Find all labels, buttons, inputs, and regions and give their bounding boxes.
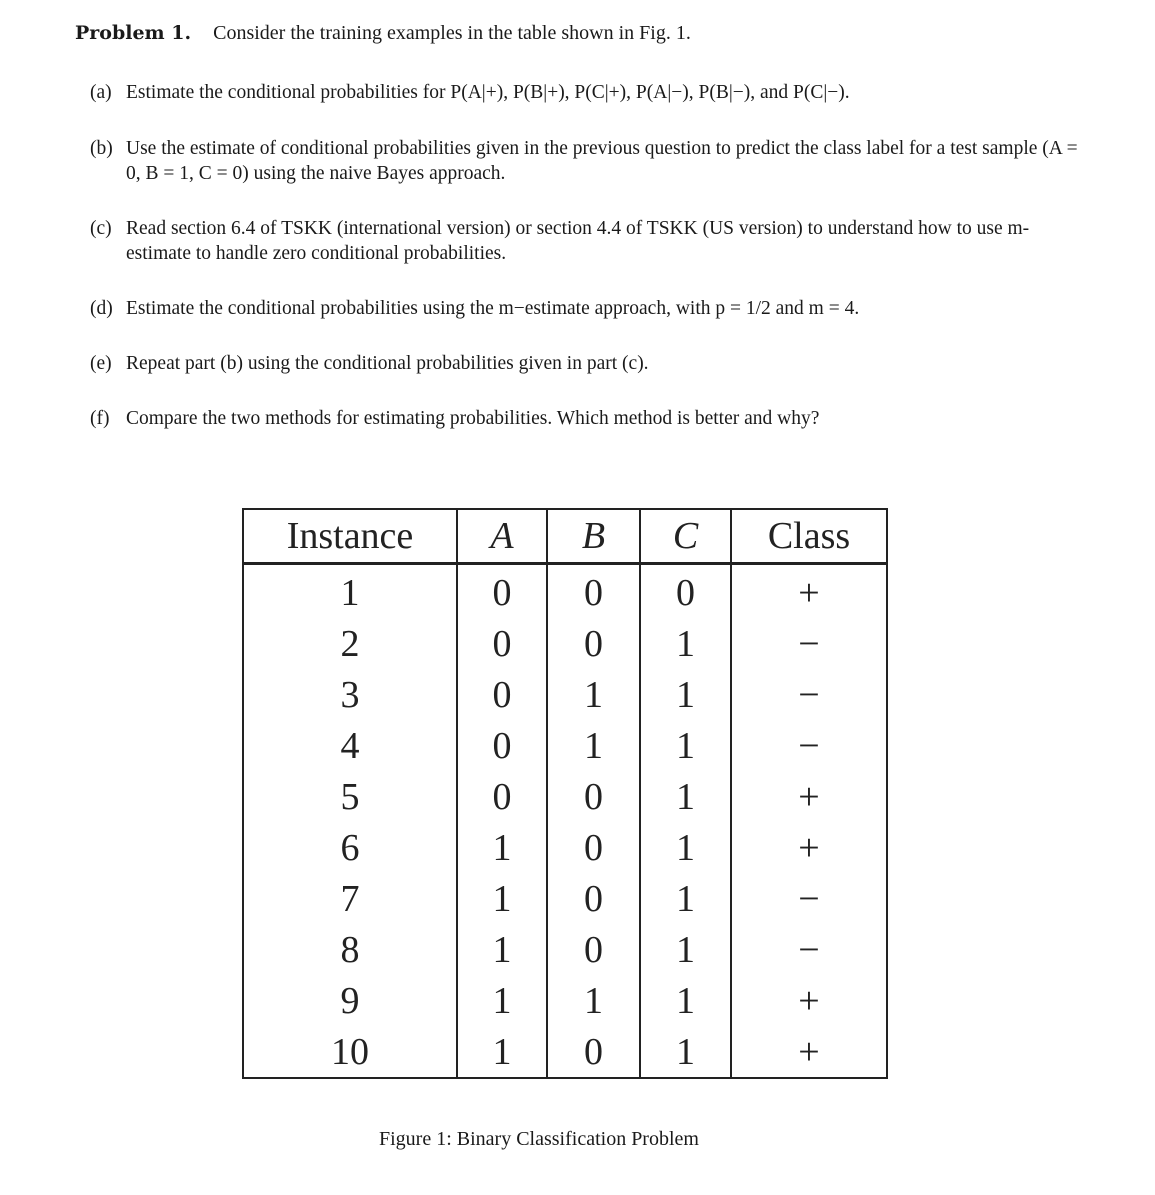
cell-a: 0 — [457, 720, 547, 771]
cell-class: − — [731, 873, 887, 924]
cell-class: + — [731, 1026, 887, 1078]
cell-b: 1 — [547, 975, 640, 1026]
part-f — [90, 406, 1090, 431]
part-label: (d) — [90, 298, 113, 319]
cell-a: 0 — [457, 669, 547, 720]
table-row — [243, 669, 887, 720]
table-row — [243, 873, 887, 924]
cell-instance: 7 — [243, 873, 457, 924]
part-b — [90, 136, 1090, 186]
cell-b: 1 — [547, 720, 640, 771]
cell-c: 1 — [640, 1026, 731, 1078]
cell-instance: 8 — [243, 924, 457, 975]
cell-c: 0 — [640, 564, 731, 619]
cell-c: 1 — [640, 975, 731, 1026]
cell-instance: 4 — [243, 720, 457, 771]
problem-heading — [75, 20, 691, 46]
cell-b: 0 — [547, 564, 640, 619]
cell-instance: 9 — [243, 975, 457, 1026]
table-row — [243, 1026, 887, 1078]
cell-instance: 3 — [243, 669, 457, 720]
cell-a: 1 — [457, 1026, 547, 1078]
cell-c: 1 — [640, 873, 731, 924]
problem-title: Problem 1. — [75, 22, 192, 44]
figure-caption: Figure 1: Binary Classification Problem — [379, 1128, 699, 1150]
cell-c: 1 — [640, 822, 731, 873]
cell-b: 1 — [547, 669, 640, 720]
cell-a: 1 — [457, 975, 547, 1026]
cell-b: 0 — [547, 873, 640, 924]
header-b: B — [547, 509, 640, 564]
cell-c: 1 — [640, 924, 731, 975]
cell-class: − — [731, 669, 887, 720]
cell-class: + — [731, 771, 887, 822]
part-text: Repeat part (b) using the conditional probabilities given in part (c). — [126, 353, 649, 374]
part-d — [90, 296, 1090, 321]
cell-class: + — [731, 564, 887, 619]
table-row — [243, 771, 887, 822]
cell-instance: 1 — [243, 564, 457, 619]
cell-a: 1 — [457, 924, 547, 975]
cell-class: − — [731, 618, 887, 669]
header-instance: Instance — [243, 509, 457, 564]
header-class: Class — [731, 509, 887, 564]
table-header-row — [243, 509, 887, 564]
cell-class: + — [731, 975, 887, 1026]
cell-c: 1 — [640, 720, 731, 771]
header-c: C — [640, 509, 731, 564]
part-label: (b) — [90, 138, 113, 159]
cell-a: 0 — [457, 564, 547, 619]
cell-b: 0 — [547, 771, 640, 822]
cell-a: 0 — [457, 771, 547, 822]
cell-b: 0 — [547, 618, 640, 669]
cell-instance: 2 — [243, 618, 457, 669]
part-label: (c) — [90, 218, 112, 239]
part-a — [90, 80, 1090, 105]
cell-b: 0 — [547, 822, 640, 873]
part-text: Compare the two methods for estimating probabilities. Which method is better and why? — [126, 408, 820, 429]
cell-instance: 6 — [243, 822, 457, 873]
cell-a: 1 — [457, 873, 547, 924]
part-label: (a) — [90, 82, 112, 103]
cell-a: 0 — [457, 618, 547, 669]
part-text: Estimate the conditional probabilities for P(A|+), P(B|+), P(C|+), P(A|−), P(B|−), and P(C|−). — [126, 82, 850, 103]
cell-class: − — [731, 924, 887, 975]
cell-class: − — [731, 720, 887, 771]
table-row — [243, 564, 887, 619]
table-row — [243, 975, 887, 1026]
part-text: Read section 6.4 of TSKK (international version) or section 4.4 of TSKK (US version) to understand how to use m-estimate to handle zero conditional probabilities. — [126, 218, 1030, 264]
table-row — [243, 720, 887, 771]
cell-instance: 5 — [243, 771, 457, 822]
part-e — [90, 351, 1090, 376]
part-label: (f) — [90, 408, 110, 429]
cell-c: 1 — [640, 771, 731, 822]
part-c — [90, 216, 1090, 266]
cell-c: 1 — [640, 618, 731, 669]
header-a: A — [457, 509, 547, 564]
cell-instance: 10 — [243, 1026, 457, 1078]
figure-table — [242, 508, 888, 1079]
table-row — [243, 618, 887, 669]
part-text: Estimate the conditional probabilities using the m−estimate approach, with p = 1/2 and m = 4. — [126, 298, 860, 319]
problem-intro: Consider the training examples in the table shown in Fig. 1. — [213, 22, 691, 44]
cell-b: 0 — [547, 1026, 640, 1078]
part-label: (e) — [90, 353, 112, 374]
cell-class: + — [731, 822, 887, 873]
part-text: Use the estimate of conditional probabilities given in the previous question to predict the class label for a test sample (A = 0, B = 1, C = 0) using the naive Bayes approach. — [126, 138, 1078, 184]
cell-c: 1 — [640, 669, 731, 720]
table-row — [243, 924, 887, 975]
table-row — [243, 822, 887, 873]
cell-b: 0 — [547, 924, 640, 975]
training-table — [242, 508, 888, 1079]
cell-a: 1 — [457, 822, 547, 873]
